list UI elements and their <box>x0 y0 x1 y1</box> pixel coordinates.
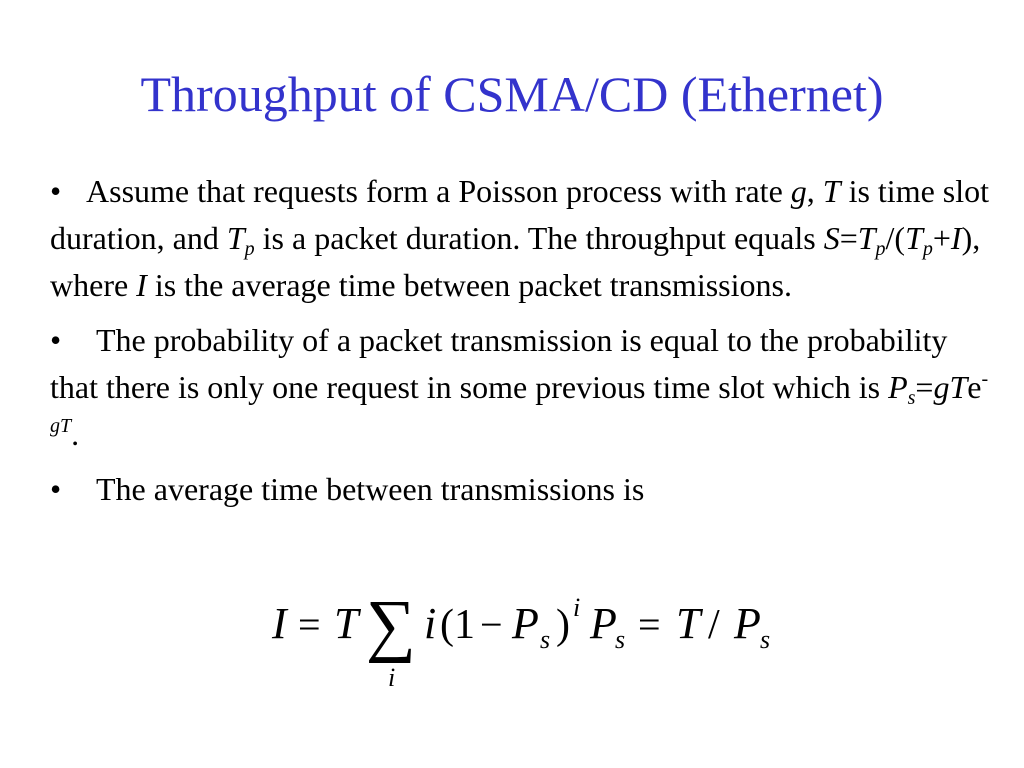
eq-P2-sub: s <box>615 625 626 654</box>
p1-var-T: T <box>822 173 841 209</box>
p1-text-3: is time slot duration, and <box>50 173 990 256</box>
slide-body <box>50 168 990 513</box>
p2-var-gT: gT <box>933 369 968 405</box>
p1-eq: = <box>839 220 858 256</box>
eq-equals-1: = <box>298 602 321 647</box>
p1-close: ), <box>961 220 981 256</box>
p1-plus: + <box>932 220 951 256</box>
p1-var-Tp: T <box>226 220 245 256</box>
p3-text-1: The average time between transmissions is <box>96 471 645 507</box>
eq-slash: / <box>708 602 720 648</box>
p2-text-1: The probability of a packet transmission is equal to the probability that there is only one request in some previous time slot which is <box>50 322 948 405</box>
eq-P1: P <box>512 599 539 648</box>
eq-close: ) <box>556 602 570 648</box>
eq-equals-2: = <box>638 602 661 647</box>
eq-open: (1 <box>440 602 475 648</box>
eq-sigma-icon: ∑ <box>366 587 416 664</box>
eq-P3: P <box>734 599 761 648</box>
p1-var-T2: T <box>857 220 876 256</box>
p1-var-Tp-sub: p <box>244 238 255 260</box>
p1-var-T2-sub: p <box>875 238 886 260</box>
bullet-paragraph-1 <box>50 168 990 309</box>
p1-var-S: S <box>823 220 840 256</box>
bullet-paragraph-3 <box>50 466 990 513</box>
eq-I: I <box>272 599 287 648</box>
eq-T2: T <box>676 599 701 648</box>
p2-eq: = <box>915 369 934 405</box>
p1-var-g: g <box>790 173 807 209</box>
p2-e: e <box>967 369 982 405</box>
eq-P2: P <box>590 599 617 648</box>
equation-average-time <box>0 576 1024 696</box>
eq-minus: − <box>480 602 503 647</box>
p1-text-2: , <box>806 173 815 209</box>
bullet-icon: • <box>50 173 62 209</box>
p1-var-I2: I <box>136 267 147 303</box>
p1-var-I: I <box>950 220 962 256</box>
p1-text-6: is the average time between packet transmissions. <box>154 267 792 303</box>
eq-P3-sub: s <box>760 625 771 654</box>
p1-var-T3-sub: p <box>922 238 933 260</box>
eq-exp-i: i <box>573 593 581 622</box>
p1-var-T3: T <box>905 220 923 256</box>
eq-sum-index: i <box>388 663 396 692</box>
eq-T: T <box>334 599 359 648</box>
bullet-paragraph-2 <box>50 317 990 458</box>
p2-var-P: P <box>888 369 908 405</box>
bullet-icon: • <box>50 322 62 358</box>
p1-slash-open: /( <box>885 220 906 256</box>
p1-text-5: where <box>50 267 129 303</box>
p1-text-1: Assume that requests form a Poisson process with rate <box>86 173 783 209</box>
p2-exp-text: -gT <box>50 368 989 437</box>
equation-svg <box>0 576 1024 696</box>
p2-var-P-sub: s <box>907 387 916 409</box>
eq-i: i <box>424 599 437 648</box>
eq-P1-sub: s <box>540 625 551 654</box>
p2-end: . <box>71 416 80 452</box>
p1-text-4: is a packet duration. The throughput equals <box>262 220 816 256</box>
slide-title: Throughput of CSMA/CD (Ethernet) <box>140 66 884 122</box>
bullet-icon: • <box>50 471 62 507</box>
